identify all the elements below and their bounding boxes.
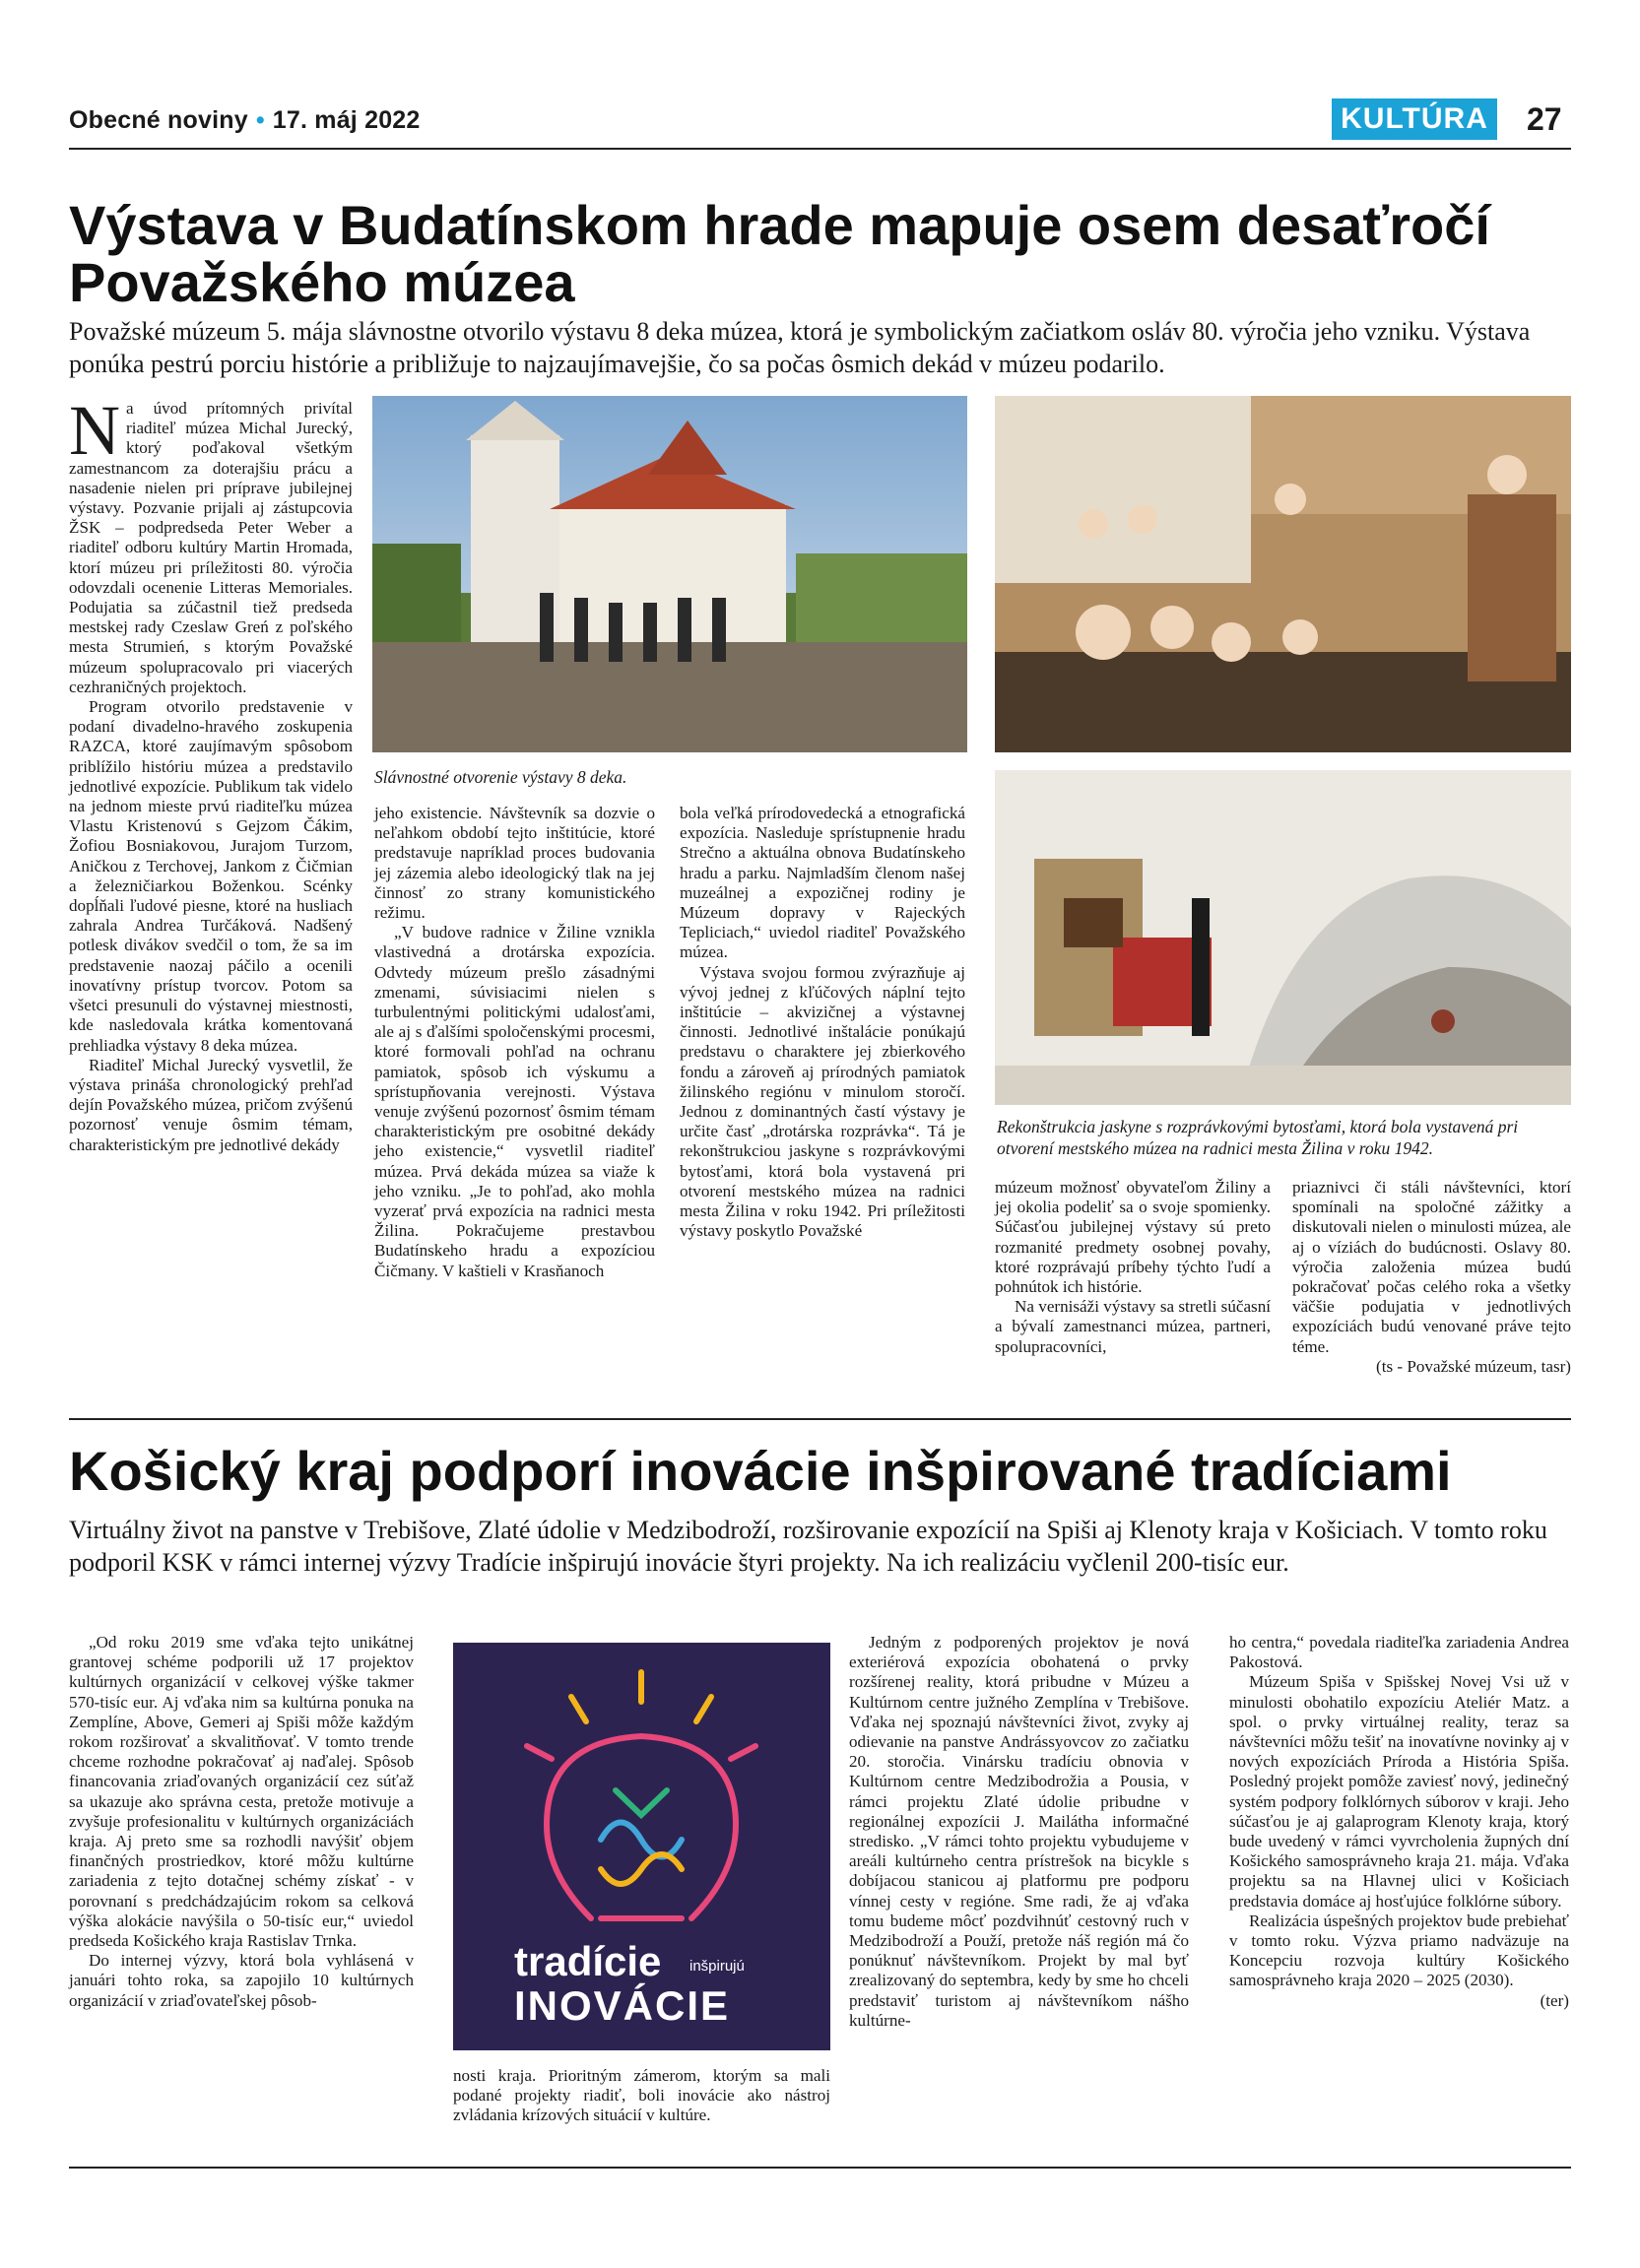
paragraph: Program otvorilo predstavenie v podaní divadelno-hravého zoskupenia RAZCA, ktoré zaujímavým spôsobom priblížilo históriu múzea a predstavilo jednotlivé expozície. Publikum tak videlo na jednom mieste prvú riaditeľku múzea Vlastu Kristenovú s Gejzom Čákim, Žofiou Bosniakovou, Jurajom Turzom, Aničkou z Terchovej, Jankom z Čičmian a železničiarkou Boženkou. Scénky dopĺňali ľudové piesne, ktoré na husliach zahrala Andrea Turčáková. Nadšený potlesk divákov svedčil o tom, že sa im predstavenie naozaj páčilo a ocenili inovatívny prístup tvorcov. Potom sa všetci presunuli do výstavnej miestnosti, kde nasledovala krátka komentovaná prehliadka výstavy 8 deka múzea. xyxy=(69,697,353,1055)
cave-exhibition-photo xyxy=(995,770,1571,1105)
header-separator: • xyxy=(255,106,265,134)
issue-date: 17. máj 2022 xyxy=(272,106,421,134)
footer-rule xyxy=(69,2167,1571,2169)
paragraph: Riaditeľ Michal Jurecký vysvetlil, že výstava prináša chronologický prehľad dejín Považského múzea, pričom zvýšenú pozornosť venuje ôsmim témam, charakteristickým pre jednotlivé dekády xyxy=(69,1055,353,1154)
paragraph: Do internej výzvy, ktorá bola vyhlásená v januári tohto roka, sa zapojilo 10 kultúrnych organizácií v zriaďovateľskej pôsob- xyxy=(69,1951,414,2010)
paragraph: a úvod prítomných privítal riaditeľ múzea Michal Jurecký, ktorý poďakoval všetkým zamestnancom za doterajšiu prácu a nasadenie nielen pri príprave jubilejnej výstavy. Pozvanie prijali aj zástupcovia ŽSK – podpredseda Peter Weber a riaditeľ odboru kultúry Martin Hromada, ktorí múzeu pri príležitosti 80. výročia odovzdali ocenenie Litteras Memoriales. Podujatia sa zúčastnil tiež predseda mestskej rady Czeslaw Greń z poľského mesta Strumień, s ktorým Považské múzeum spolupracovalo pri viacerých cezhraničných projektoch. xyxy=(69,399,353,696)
article1-column-1 xyxy=(69,391,353,1155)
logo-word-inovacie: INOVÁCIE xyxy=(514,1982,731,2029)
paragraph: Múzeum Spiša v Spišskej Novej Vsi už v minulosti obohatilo expozíciu Ateliér Matz. a spol. o prvky virtuálnej reality, teraz sa návštevníci môžu tešiť na inovatívne novinky aj v nových expozíciách Príroda a História Spiša. Posledný projekt pomôže zaviesť nový, jedinečný systém podpory folklórnych súborov v kraji. Jeho súčasťou je aj galaprogram Klenoty kraja, ktorý bude uvedený v rámci vyvrcholenia župných dní Košického samosprávneho kraja 21. mája. Vďaka projektu sa na Hlavnej ulici v Košiciach predstavia domáce aj hosťujúce folklórne súbory. xyxy=(1229,1672,1569,1911)
paragraph: Jedným z podporených projektov je nová exteriérová expozícia obohatená o prvky rozšírenej reality, ktorá pribudne v Múzeu a Kultúrnom centre južného Zemplína v Trebišove. Vďaka nej spoznajú návštevníci život, zvyky aj odievanie na panstve Andrássyovcov zo začiatku 20. storočia. Vinársku tradíciu obnovia v Kultúrnom centre Medzibodrožia a Pousia, v rámci projektu Zlaté údolie pribudne v regionálnej expozícii J. Mailátha informačné stredisko. „V rámci tohto projektu vybudujeme v areáli kultúrneho centra prístrešok na bicykle s dobíjacou stanicou aj platformu pre podporu vínnej cesty v regióne. Sme radi, že aj vďaka tomu budeme môcť pozdvihnúť cestovný ruch v Medzibodroží a Použí, pretože náš región má čo ponúknuť návštevníkom. Projekt by mal byť zrealizovaný do septembra, kedy by sme ho chceli predstaviť turistom aj návštevníkom nášho kultúrne- xyxy=(849,1633,1189,2030)
article-signature: (ts - Považské múzeum, tasr) xyxy=(1376,1356,1571,1376)
photo-caption: Slávnostné otvorenie výstavy 8 deka. xyxy=(374,767,627,787)
photo-caption: Rekonštrukcia jaskyne s rozprávkovými bytosťami, ktorá bola vystavená pri otvorení mestského múzea na radnici mesta Žilina v roku 1942. xyxy=(997,1117,1519,1158)
visitors-photo xyxy=(995,396,1571,752)
paragraph: „Od roku 2019 sme vďaka tejto unikátnej grantovej schéme podporili už 17 projektov kultúrnych organizácií v celkovej výške takmer 570-tisíc eur. Aj vďaka nim sa kultúrna ponuka na Zemplíne, Above, Gemeri aj Spiši môže každým rokom rozširovať a skvalitňovať. V tomto trende chceme rozhodne pokračovať aj naďalej. Spôsob financovania zriaďovaných organizácií cez súťaž sa ukazuje ako správna cesta, pretože motivuje a zvyšuje profesionalitu v kultúrnych organizáciách kraja. Aj preto sme sa rozhodli navýšiť objem finančných prostriedkov, ktoré môžu kultúrne zariadenia z tejto dotačnej schémy získať - v porovnaní s predchádzajúcim rokom sa celková výška alokácie navýšila o 50-tisíc eur,“ uviedol predseda Košického kraja Rastislav Trnka. xyxy=(69,1633,414,1951)
section-badge: KULTÚRA xyxy=(1332,98,1497,140)
article2-column-4 xyxy=(1229,1633,1569,2011)
tradicie-inovacie-logo xyxy=(453,1643,830,2050)
page-number: 27 xyxy=(1527,101,1562,137)
logo-word-tradicie: tradície xyxy=(514,1938,662,1984)
paragraph: jeho existencie. Návštevník sa dozvie o neľahkom období tejto inštitúcie, ktoré predstavuje napríklad proces budovania jej zázemia alebo ideologický tlak na jej činnosť zo strany komunistického režimu. xyxy=(374,804,655,923)
paragraph: Na vernisáži výstavy sa stretli súčasní a bývalí zamestnanci múzea, partneri, spolupracovníci, xyxy=(995,1297,1271,1356)
paragraph: Realizácia úspešných projektov bude prebiehať v tomto roku. Výzva priamo nadväzuje na Koncepciu rozvoja kultúry Košického samosprávneho kraja 2020 – 2025 (2030). xyxy=(1229,1911,1569,1990)
article1-lead: Považské múzeum 5. mája slávnostne otvorilo výstavu 8 deka múzea, ktorá je symbolickým začiatkom osláv 80. výročia jeho vzniku. Výstava ponúka pestrú porciu histórie a približuje to najzaujímavejšie, čo sa počas ôsmich dekád v múzeu podarilo. xyxy=(69,317,1531,379)
article2-lead: Virtuálny život na panstve v Trebišove, Zlaté údolie v Medzibodroží, rozširovanie expozícií na Spiši aj Klenoty kraja v Košiciach. V tomto roku podporil KSK v rámci internej výzvy Tradície inšpirujú inovácie štyri projekty. Na ich realizáciu vyčlenil 200-tisíc eur. xyxy=(69,1516,1547,1578)
article1-column-4 xyxy=(995,1178,1271,1357)
article-signature: (ter) xyxy=(1540,1990,1569,2010)
logo-word-inspiruju: inšpirujú xyxy=(689,1958,745,1975)
paragraph: „V budove radnice v Žiline vznikla vlastivedná a drotárska expozícia. Odvtedy múzeum prešlo zásadnými zmenami, súvisiacimi nielen s turbulentnými politickými udalosťami, ale aj s ďalšími spoločenskými procesmi, ktoré formovali pohľad na ochranu pamiatok, spôsob ich výskumu a sprístupňovania verejnosti. Výstava venuje zvýšenú pozornosť ôsmim témam charakteristickým pre osobitné dekády jeho existencie,“ vysvetlil riaditeľ múzea. Prvá dekáda múzea sa viaže k jeho vzniku. „Je to pohľad, ako mohla vyzerať prvá expozícia na radnici mesta Žilina. Pokračujeme prestavbou Budatínskeho hradu a expozíciou Čičmany. V kaštieli v Krasňanoch xyxy=(374,923,655,1280)
article1-title: Výstava v Budatínskom hrade mapuje osem desaťročí Považského múzea xyxy=(69,194,1490,314)
newspaper-name: Obecné noviny xyxy=(69,106,248,134)
article1-column-3 xyxy=(680,804,965,1241)
castle-photo xyxy=(372,396,967,752)
article2-column-1 xyxy=(69,1633,414,2011)
article1-column-2 xyxy=(374,804,655,1281)
article2-title: Košický kraj podporí inovácie inšpirované tradíciami xyxy=(69,1440,1452,1502)
paragraph: priaznivci či stáli návštevníci, ktorí spomínali na spoločné zážitky a diskutovali nielen o minulosti múzea, ale aj o víziách do budúcnosti. Oslavy 80. výročia založenia múzea budú pokračovať počas celého roka a všetky väčšie podujatia v jednotlivých expozíciách budú venované práve tejto téme. xyxy=(1292,1178,1571,1356)
header-masthead xyxy=(69,106,421,135)
article1-column-5 xyxy=(1292,1178,1571,1377)
article-divider xyxy=(69,1418,1571,1420)
paragraph: Výstava svojou formou zvýrazňuje aj vývoj jednej z kľúčových náplní tejto inštitúcie – akvizičnej a výstavnej činnosti. Jednotlivé inštalácie ponúkajú predstavu o charaktere jej zbierkového fondu a zároveň aj prírodných pamiatok žilinského regiónu v minulom storočí. Jednou z dominantných častí výstavy je určite časť „drotárska rozprávka“. Tá je rekonštrukciou jaskyne s rozprávkovými bytosťami, ktorá bola vystavená pri otvorení mestského múzea na radnici mesta Žilina v roku 1942. Pri príležitosti výstavy poskytlo Považské xyxy=(680,962,965,1241)
paragraph: ho centra,“ povedala riaditeľka zariadenia Andrea Pakostová. xyxy=(1229,1633,1569,1672)
header-rule xyxy=(69,148,1571,150)
paragraph: bola veľká prírodovedecká a etnografická expozícia. Nasleduje sprístupnenie hradu Strečno a aktuálna obnova Budatínskeho hradu a parku. Najmladším členom našej muzeálnej a expozičnej rodiny je Múzeum dopravy v Rajeckých Tepliciach,“ uviedol riaditeľ Považského múzea. xyxy=(680,804,965,962)
drop-cap: N xyxy=(69,391,120,470)
article2-column-3 xyxy=(849,1633,1189,2031)
paragraph: nosti kraja. Prioritným zámerom, ktorým sa mali podané projekty riadiť, boli inovácie ako nástroj zvládania krízových situácií v kultúre. xyxy=(453,2066,830,2125)
paragraph: múzeum možnosť obyvateľom Žiliny a jej okolia podeliť sa o svoje spomienky. Súčasťou jubilejnej výstavy sú preto rozmanité predmety osobnej povahy, ktoré rozprávajú príbehy týchto ľudí a pohnútok ich histórie. xyxy=(995,1178,1271,1297)
article2-column-2 xyxy=(453,2066,830,2126)
